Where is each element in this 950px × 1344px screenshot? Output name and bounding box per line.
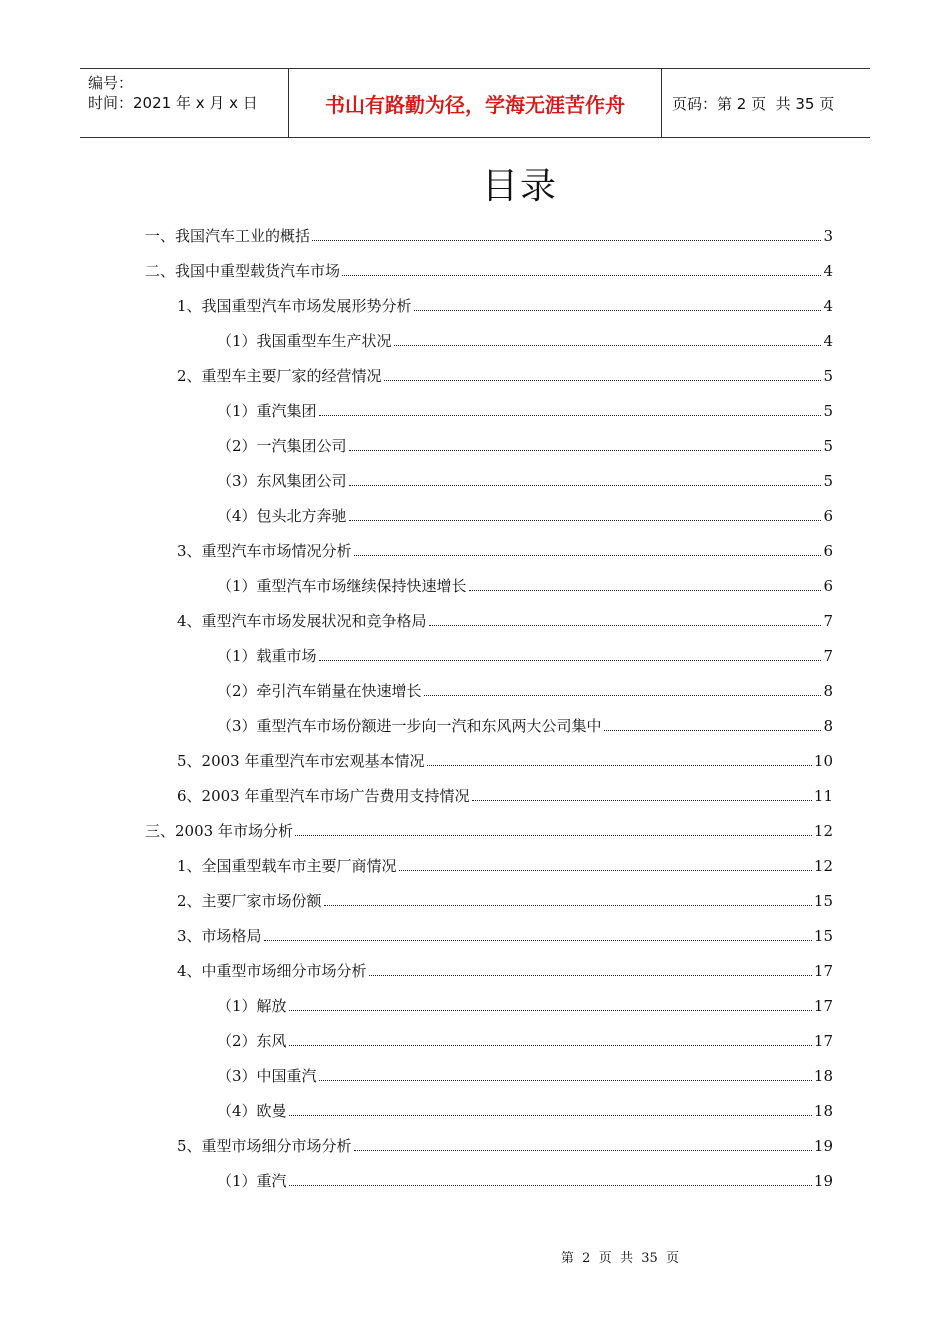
toc-entry-title: 三、2003 年市场分析: [145, 822, 293, 840]
toc-entry-page: 11: [813, 787, 833, 805]
toc-dot-leader: [324, 904, 812, 906]
toc-dot-leader: [369, 974, 812, 976]
toc-entry[interactable]: [217, 575, 833, 610]
toc-entry[interactable]: [217, 680, 833, 715]
toc-entry-title: 4、重型汽车市场发展状况和竞争格局: [177, 612, 427, 630]
toc-entry[interactable]: [177, 890, 833, 925]
toc-dot-leader: [295, 834, 812, 836]
toc-dot-leader: [319, 1079, 812, 1081]
toc-entry[interactable]: [217, 1030, 833, 1065]
toc-entry-title: （1）载重市场: [217, 647, 317, 665]
toc-entry[interactable]: [217, 470, 833, 505]
toc-entry-title: （2）一汽集团公司: [217, 437, 347, 455]
toc-entry-title: （4）欧曼: [217, 1102, 287, 1120]
toc-entry-page: 4: [823, 262, 833, 280]
toc-dot-leader: [414, 309, 822, 311]
toc-entry-title: （1）重汽集团: [217, 402, 317, 420]
header-meta: [80, 69, 289, 137]
toc-entry-page: 18: [813, 1102, 833, 1120]
toc-entry[interactable]: [217, 645, 833, 680]
toc-entry[interactable]: [217, 505, 833, 540]
toc-entry-title: 5、2003 年重型汽车市宏观基本情况: [177, 752, 425, 770]
toc-entry-page: 10: [813, 752, 833, 770]
toc-entry-title: 1、我国重型汽车市场发展形势分析: [177, 297, 412, 315]
toc-entry[interactable]: [217, 330, 833, 365]
footer-page-number: 第 2 页 共 35 页: [560, 1251, 680, 1266]
toc-entry-title: （2）牵引汽车销量在快速增长: [217, 682, 422, 700]
toc-entry[interactable]: [177, 925, 833, 960]
toc-dot-leader: [399, 869, 812, 871]
toc-entry[interactable]: [177, 750, 833, 785]
toc-entry-title: 2、主要厂家市场份额: [177, 892, 322, 910]
toc-entry-page: 19: [813, 1172, 833, 1190]
toc-dot-leader: [264, 939, 812, 941]
toc-entry-title: 5、重型市场细分市场分析: [177, 1137, 352, 1155]
toc-entry-page: 4: [823, 297, 833, 315]
toc-entry[interactable]: [177, 785, 833, 820]
toc-entry-page: 15: [813, 927, 833, 945]
toc-dot-leader: [427, 764, 812, 766]
toc-entry-page: 8: [823, 682, 833, 700]
toc-entry-page: 5: [823, 367, 833, 385]
toc-dot-leader: [319, 659, 822, 661]
toc-entry[interactable]: [217, 1065, 833, 1100]
toc-entry-title: （2）东风: [217, 1032, 287, 1050]
toc-dot-leader: [472, 799, 812, 801]
toc-entry-title: 3、重型汽车市场情况分析: [177, 542, 352, 560]
toc-dot-leader: [289, 1114, 812, 1116]
toc-entry-title: （4）包头北方奔驰: [217, 507, 347, 525]
toc-dot-leader: [312, 239, 821, 241]
toc-entry-title: （1）重型汽车市场继续保持快速增长: [217, 577, 467, 595]
toc-entry-page: 6: [823, 507, 833, 525]
toc-dot-leader: [429, 624, 822, 626]
toc-entry[interactable]: [177, 1135, 833, 1170]
toc-title: 目录: [481, 166, 558, 207]
toc-entry-page: 17: [813, 997, 833, 1015]
toc-entry-page: 12: [813, 822, 833, 840]
toc-entry-title: （1）我国重型车生产状况: [217, 332, 392, 350]
toc-entry-title: （3）东风集团公司: [217, 472, 347, 490]
toc-entry[interactable]: [217, 995, 833, 1030]
toc-entry[interactable]: [177, 295, 833, 330]
toc-entry-page: 15: [813, 892, 833, 910]
toc-entry[interactable]: [217, 1170, 833, 1205]
toc-entry-title: 二、我国中重型载货汽车市场: [145, 262, 341, 280]
toc-entry-title: 2、重型车主要厂家的经营情况: [177, 367, 382, 385]
toc-entry-page: 4: [823, 332, 833, 350]
toc-entry-title: （3）重型汽车市场份额进一步向一汽和东风两大公司集中: [217, 717, 602, 735]
toc-entry[interactable]: [145, 820, 833, 855]
toc-dot-leader: [289, 1184, 812, 1186]
toc-dot-leader: [354, 1149, 812, 1151]
page-label: 页码：第 2 页 共 35 页: [672, 94, 835, 113]
header-motto: 书山有路勤为径，学海无涯苦作舟: [289, 69, 662, 137]
number-label: 编号：: [88, 74, 134, 92]
toc-entry-page: 7: [823, 612, 833, 630]
toc-entry[interactable]: [217, 1100, 833, 1135]
toc-entry-page: 5: [823, 402, 833, 420]
toc-entry-page: 7: [823, 647, 833, 665]
toc-entry-page: 5: [823, 437, 833, 455]
toc-dot-leader: [354, 554, 822, 556]
toc-entry-page: 17: [813, 1032, 833, 1050]
toc-dot-leader: [384, 379, 822, 381]
toc-entry-title: 1、全国重型载车市主要厂商情况: [177, 857, 397, 875]
header-page-info: [662, 69, 870, 137]
toc-entry-title: 一、我国汽车工业的概括: [145, 227, 311, 245]
toc-dot-leader: [394, 344, 822, 346]
toc-dot-leader: [289, 1009, 812, 1011]
page-header: [80, 68, 870, 138]
toc-entry[interactable]: [145, 260, 833, 295]
toc-entry-page: 8: [823, 717, 833, 735]
time-label: 时间：2021 年 x 月 x 日: [88, 94, 258, 112]
toc-entry[interactable]: [217, 435, 833, 470]
toc-dot-leader: [604, 729, 822, 731]
toc-entry[interactable]: [177, 365, 833, 400]
toc-dot-leader: [319, 414, 822, 416]
toc-entry-page: 18: [813, 1067, 833, 1085]
toc-dot-leader: [342, 274, 821, 276]
toc-dot-leader: [469, 589, 822, 591]
toc-entry-page: 6: [823, 542, 833, 560]
toc-entry[interactable]: [177, 540, 833, 575]
toc-dot-leader: [424, 694, 822, 696]
toc-dot-leader: [349, 519, 822, 521]
toc-entry[interactable]: [145, 225, 833, 260]
toc-entry[interactable]: [177, 960, 833, 995]
toc-entry-title: （1）解放: [217, 997, 287, 1015]
toc-entry-title: 3、市场格局: [177, 927, 262, 945]
toc-entry-page: 3: [823, 227, 833, 245]
toc-dot-leader: [289, 1044, 812, 1046]
toc-entry-page: 17: [813, 962, 833, 980]
toc-entry-page: 5: [823, 472, 833, 490]
toc-entry-page: 19: [813, 1137, 833, 1155]
toc-entry[interactable]: [177, 855, 833, 890]
toc-entry-title: （3）中国重汽: [217, 1067, 317, 1085]
toc-entry-title: 4、中重型市场细分市场分析: [177, 962, 367, 980]
toc-entry[interactable]: [177, 610, 833, 645]
toc-dot-leader: [349, 449, 822, 451]
toc-dot-leader: [349, 484, 822, 486]
page-footer: [0, 1247, 950, 1266]
toc-entry[interactable]: [217, 400, 833, 435]
toc-entry-page: 6: [823, 577, 833, 595]
toc-entry-page: 12: [813, 857, 833, 875]
toc-entry[interactable]: [217, 715, 833, 750]
toc-entry-title: （1）重汽: [217, 1172, 287, 1190]
toc-entry-title: 6、2003 年重型汽车市场广告费用支持情况: [177, 787, 470, 805]
